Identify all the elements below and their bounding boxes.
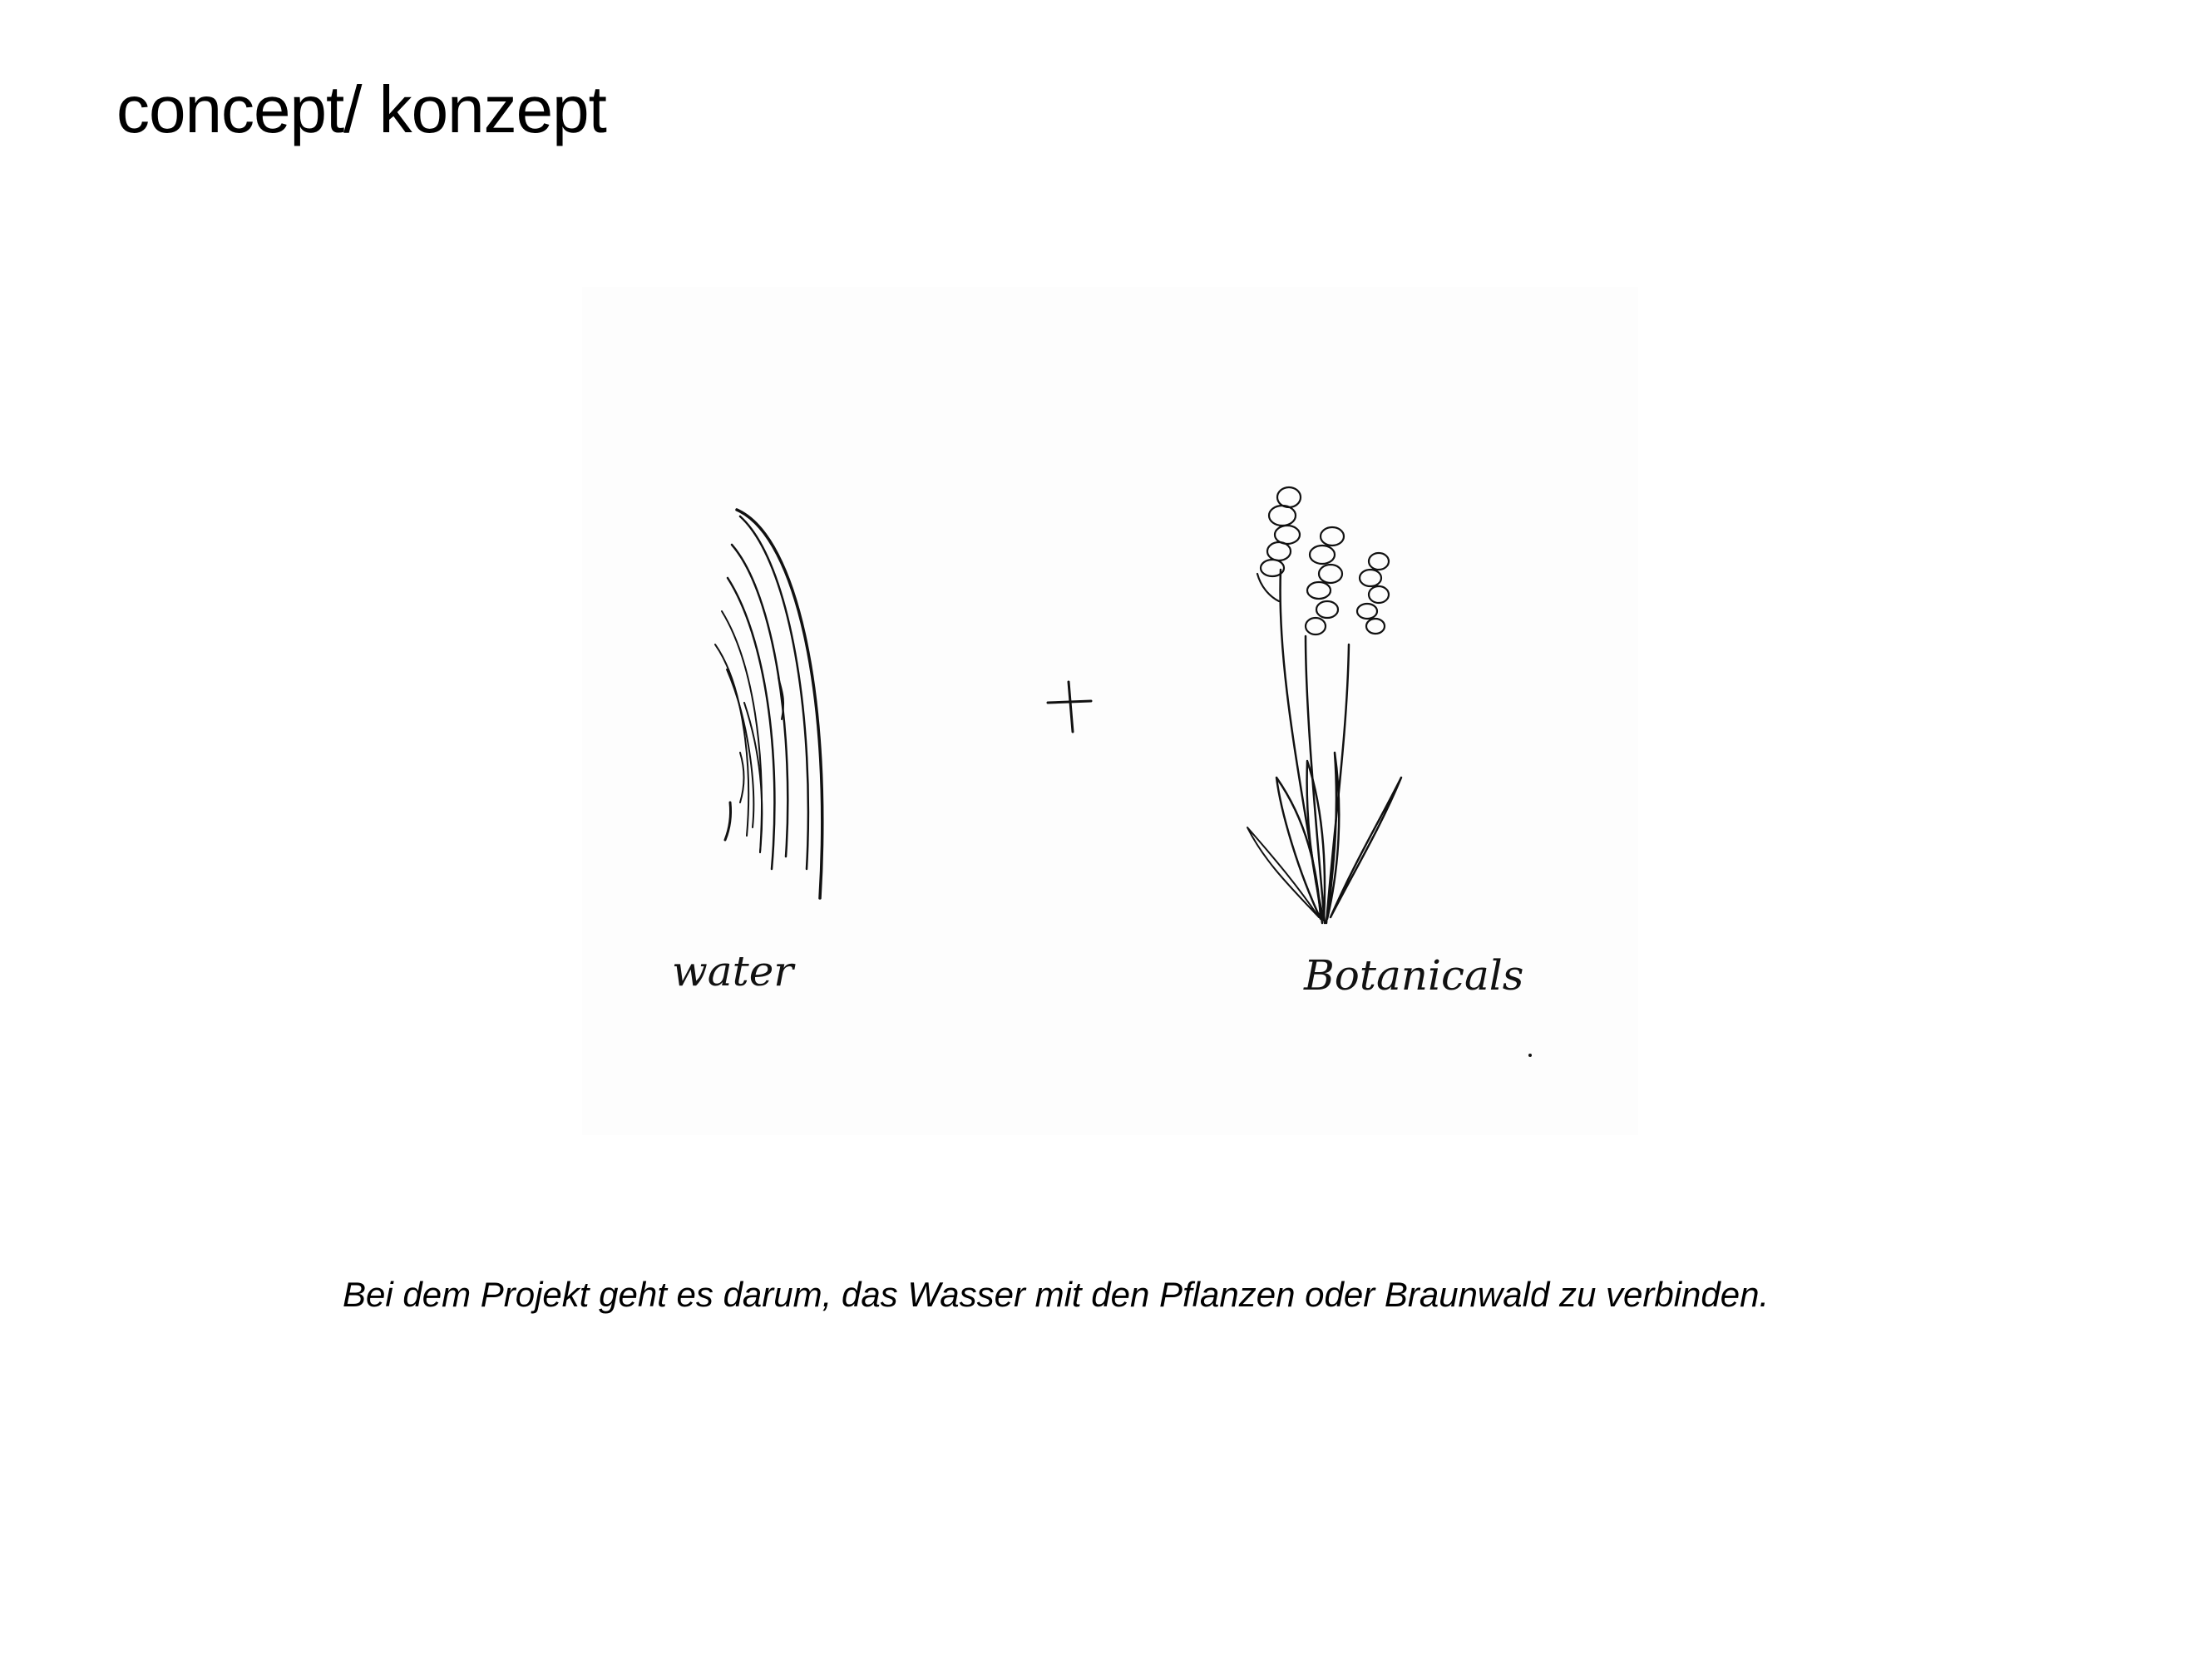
- slide-caption: Bei dem Projekt geht es darum, das Wasser mit den Pflanzen oder Braunwald zu verbinden.: [343, 1275, 1770, 1314]
- botanicals-label: Botanicals: [1304, 951, 1524, 1000]
- plus-sign-icon: [1048, 682, 1091, 732]
- slide-title: concept/ konzept: [116, 72, 606, 146]
- water-label: water: [672, 947, 794, 995]
- water-sketch-icon: [715, 510, 822, 898]
- concept-sketch: [582, 287, 1638, 1135]
